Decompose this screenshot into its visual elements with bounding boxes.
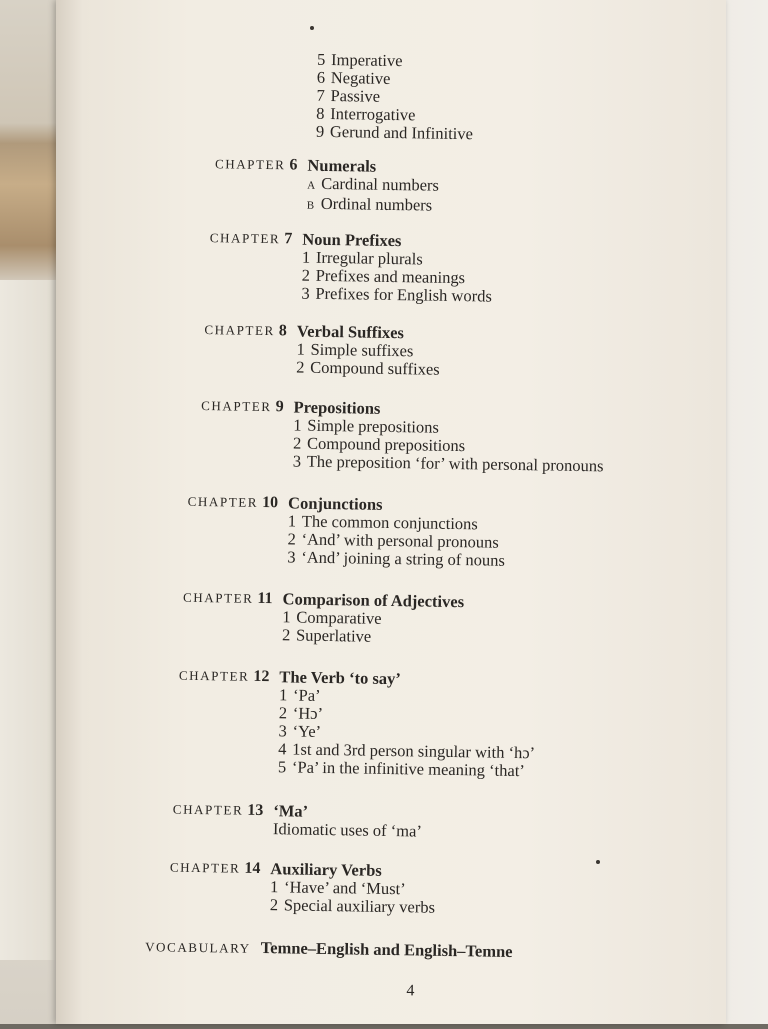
item-text: Irregular plurals <box>315 247 423 269</box>
chapter-title: Prepositions <box>293 397 381 418</box>
item-text: Compound prepositions <box>306 433 466 456</box>
item-marker: 5 <box>277 757 287 777</box>
chapter-13 <box>51 799 691 841</box>
item-marker: 6 <box>316 67 326 87</box>
item-marker: 3 <box>278 721 287 741</box>
chapter-word: CHAPTER <box>187 493 259 510</box>
item-marker: 1 <box>278 685 288 705</box>
chapter-title: ‘Ma’ <box>273 801 309 821</box>
chapter-6 <box>62 153 702 215</box>
contents-item <box>278 758 535 780</box>
chapter-title: Noun Prefixes <box>302 229 402 251</box>
chapter-number: 14 <box>244 859 261 877</box>
item-marker: 3 <box>287 547 296 567</box>
chapter-item-list <box>293 416 605 475</box>
chapter-title: Conjunctions <box>287 493 383 514</box>
chapter-title: The Verb ‘to say’ <box>279 667 402 689</box>
chapter-number: 7 <box>284 230 293 248</box>
item-text: Cardinal numbers <box>321 173 440 195</box>
chapter-label <box>179 667 270 686</box>
item-text: ‘And’ with personal pronouns <box>301 529 499 552</box>
item-text: ‘Pa’ in the infinitive meaning ‘that’ <box>291 757 526 781</box>
chapter-12 <box>54 665 694 781</box>
chapter-item-list <box>287 512 505 569</box>
item-marker: 2 <box>281 625 291 645</box>
item-text: The preposition ‘for’ with personal pronouns <box>306 451 604 476</box>
item-marker: 2 <box>278 703 288 723</box>
chapter-14 <box>51 857 691 917</box>
item-marker: 7 <box>316 85 325 105</box>
item-marker: 2 <box>287 529 296 549</box>
vocabulary-entry <box>145 936 513 962</box>
item-marker: 1 <box>293 415 302 435</box>
chapter-item-list <box>301 249 492 306</box>
chapter-word: CHAPTER <box>182 589 254 606</box>
chapter-title: Numerals <box>307 155 377 176</box>
item-marker: 2 <box>269 895 279 915</box>
item-text: Negative <box>330 68 391 88</box>
intro-item-list <box>316 51 474 143</box>
chapter-item-list <box>278 686 536 780</box>
contents-item <box>282 626 464 647</box>
item-text: Imperative <box>330 50 403 71</box>
page-number: 4 <box>406 982 415 1000</box>
chapter-word: CHAPTER <box>169 859 241 876</box>
item-text: Special auxiliary verbs <box>283 895 436 917</box>
chapter-word: CHAPTER <box>178 667 250 684</box>
chapter-title: Comparison of Adjectives <box>282 589 465 612</box>
item-marker: 1 <box>282 607 291 627</box>
chapter-7 <box>60 227 700 306</box>
chapter-11 <box>55 587 695 646</box>
vocabulary-label: VOCABULARY <box>145 939 251 956</box>
contents-item <box>307 195 439 217</box>
item-text: Prefixes and meanings <box>315 265 466 288</box>
item-marker: 2 <box>296 357 305 377</box>
speck-mark <box>596 860 600 864</box>
item-text: Simple suffixes <box>310 339 414 361</box>
item-marker: B <box>306 199 315 212</box>
chapter-label <box>173 801 264 820</box>
item-marker: 2 <box>301 265 311 285</box>
item-text: Passive <box>330 86 381 106</box>
speck-mark <box>310 26 314 30</box>
contents-item <box>316 123 473 143</box>
chapter-label <box>183 589 273 608</box>
item-marker: 1 <box>269 877 279 897</box>
book-page <box>56 0 726 1024</box>
item-marker: A <box>307 179 316 192</box>
chapter-label <box>201 397 284 416</box>
contents-item <box>273 820 422 840</box>
item-text: Gerund and Infinitive <box>329 121 474 144</box>
chapter-label <box>215 155 298 174</box>
item-marker: 9 <box>315 121 325 141</box>
chapter-number: 6 <box>289 156 298 174</box>
chapter-number: 9 <box>275 398 284 416</box>
contents-item <box>301 285 492 306</box>
chapter-number: 11 <box>257 589 273 608</box>
chapter-item-list <box>307 175 439 217</box>
item-marker: 3 <box>292 451 302 471</box>
item-text: ‘Pa’ <box>292 685 321 705</box>
chapter-label <box>204 321 287 340</box>
item-marker: 2 <box>292 433 302 453</box>
chapter-word: CHAPTER <box>172 801 244 818</box>
vocabulary-title: Temne–English and English–Temne <box>260 938 513 961</box>
chapter-title: Auxiliary Verbs <box>270 859 382 880</box>
item-marker: 3 <box>301 283 310 303</box>
item-text: The common conjunctions <box>301 511 478 534</box>
item-marker: 1 <box>301 247 311 267</box>
item-marker: 5 <box>316 49 326 69</box>
chapter-word: CHAPTER <box>201 398 272 415</box>
contents-item <box>270 896 435 917</box>
item-marker: 1 <box>296 339 305 359</box>
item-marker: 8 <box>316 103 325 123</box>
intro-section <box>63 47 703 144</box>
item-text: Ordinal numbers <box>320 193 433 215</box>
item-text: 1st and 3rd person singular with ‘hɔ’ <box>292 739 536 763</box>
item-marker: 4 <box>278 739 287 759</box>
chapter-item-list <box>282 608 464 647</box>
chapter-10 <box>56 491 696 570</box>
chapter-label <box>170 859 261 878</box>
chapter-label <box>210 229 293 248</box>
item-text: ‘Ye’ <box>292 721 322 741</box>
chapter-word: CHAPTER <box>209 230 281 247</box>
item-text: ‘And’ joining a string of nouns <box>301 547 506 570</box>
contents-item <box>287 548 505 569</box>
chapter-word: CHAPTER <box>204 322 275 339</box>
item-text: Interrogative <box>330 103 416 125</box>
chapter-number: 8 <box>278 322 287 340</box>
chapter-item-list <box>273 820 422 840</box>
contents-item <box>296 358 440 378</box>
chapter-label <box>188 493 279 512</box>
item-marker: 1 <box>287 511 297 531</box>
item-text: Idiomatic uses of ‘ma’ <box>272 819 423 841</box>
chapter-9 <box>58 395 698 476</box>
item-text: Superlative <box>295 625 372 646</box>
chapter-title: Verbal Suffixes <box>296 321 405 343</box>
chapter-word: CHAPTER <box>214 156 286 173</box>
item-text: Simple prepositions <box>307 415 440 437</box>
table-of-contents <box>48 0 734 1029</box>
item-text: ‘Have’ and ‘Must’ <box>283 877 406 899</box>
chapter-item-list <box>270 878 436 917</box>
item-text: Comparative <box>296 607 382 628</box>
chapter-number: 13 <box>247 801 264 820</box>
chapter-item-list <box>296 340 440 378</box>
item-text: ‘Hɔ’ <box>292 703 324 723</box>
chapter-8 <box>59 319 699 379</box>
chapter-number: 12 <box>253 667 270 686</box>
item-text: Prefixes for English words <box>315 283 492 306</box>
contents-item <box>293 452 604 475</box>
item-text: Compound suffixes <box>310 357 440 379</box>
chapter-number: 10 <box>262 493 279 512</box>
